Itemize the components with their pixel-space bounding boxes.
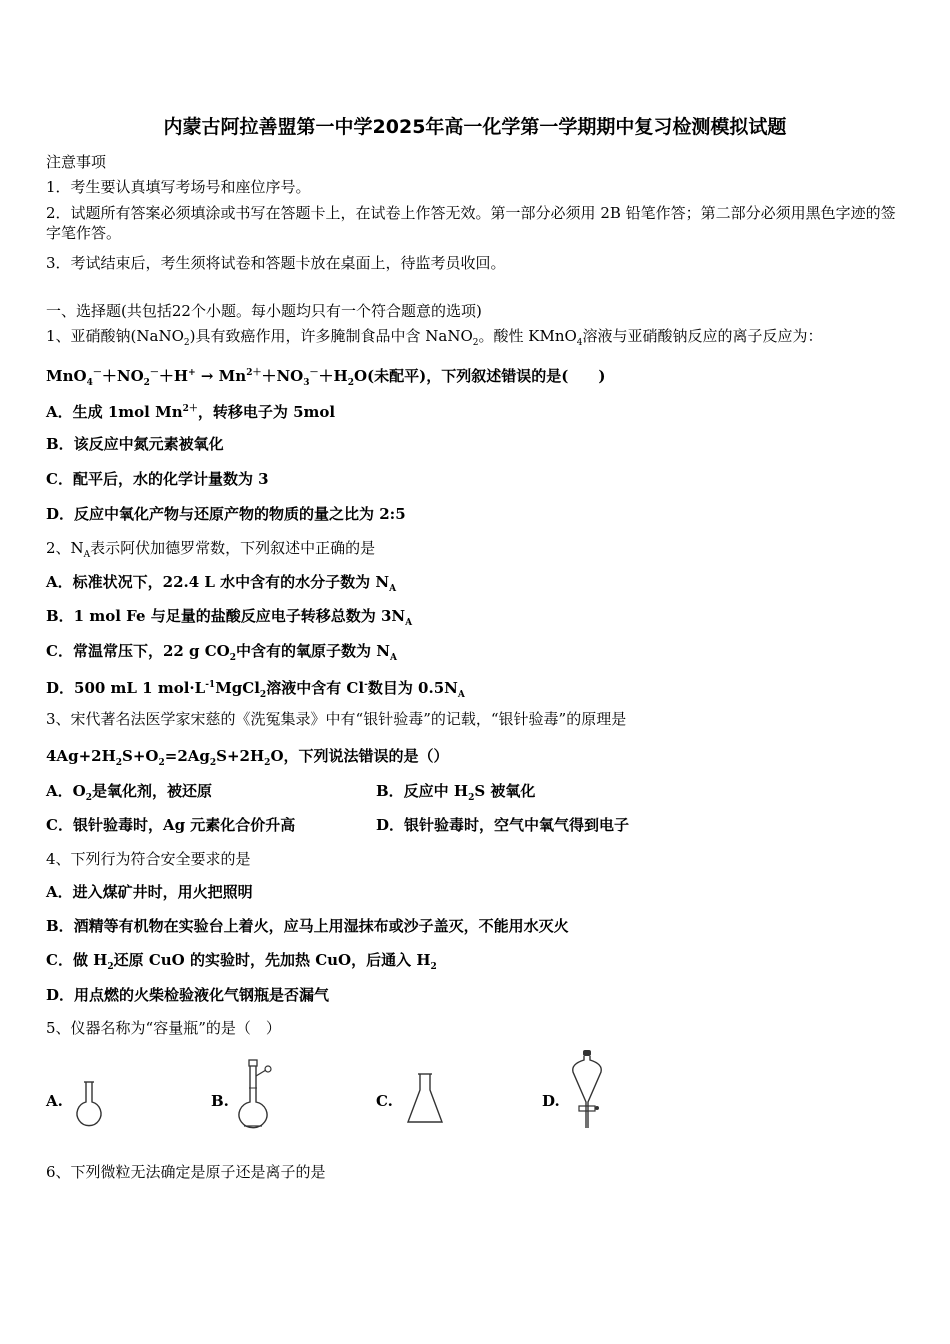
question-5-option-d-label: D. xyxy=(542,1092,560,1110)
question-5-option-c-label: C. xyxy=(376,1092,393,1110)
round-bottom-flask-image xyxy=(72,1080,106,1130)
notice-item: 2．试题所有答案必须填涂或书写在答题卡上，在试卷上作答无效。第一部分必须用 2B 铅笔作答；第二部分必须用黑色字迹的签字笔作答。 xyxy=(46,204,896,242)
question-4-option-c: C．做 $H_2$还原 CuO 的实验时，先加热 CuO，后通入 $H_2$ xyxy=(46,951,437,972)
question-3-option-a: A．$O_2$是氧化剂，被还原 xyxy=(46,782,212,803)
question-2-option-a: A．标准状况下，22.4 L 水中含有的水分子数为 $N_A$ xyxy=(46,573,397,594)
notice-item: 1．考生要认真填写考场号和座位序号。 xyxy=(46,178,311,196)
question-2-option-d: D．500 mL 1 $mol\cdot L^{-1}MgCl_2$溶液中含有 Cl-数目为 $0.5N_A$ xyxy=(46,679,465,700)
question-1-equation: $MnO_4^-+NO_2^-+H^+ \to Mn^{2+}+NO_3^-+H_2O$(未配平)，下列叙述错误的是( ) xyxy=(46,367,606,388)
question-3-option-c: C．银针验毒时，Ag 元素化合价升高 xyxy=(46,816,296,834)
question-1-option-c: C．配平后，水的化学计量数为 3 xyxy=(46,470,269,488)
question-5-option-a-label: A. xyxy=(46,1092,63,1110)
question-4-option-b: B．酒精等有机物在实验台上着火，应马上用湿抹布或沙子盖灭，不能用水灭火 xyxy=(46,917,569,935)
question-2-option-c: C．常温常压下，22 g $CO_2$中含有的氧原子数为 $N_A$ xyxy=(46,642,397,663)
page-title: 内蒙古阿拉善盟第一中学2025年高一化学第一学期期中复习检测模拟试题 xyxy=(163,116,787,138)
question-3-option-d: D．银针验毒时，空气中氧气得到电子 xyxy=(376,816,630,834)
notice-heading: 注意事项 xyxy=(46,153,107,171)
section-heading: 一、选择题(共包括22个小题。每小题均只有一个符合题意的选项) xyxy=(46,302,482,320)
question-2-option-b: B．1 mol Fe 与足量的盐酸反应电子转移总数为 $3N_A$ xyxy=(46,607,413,628)
volumetric-flask-image xyxy=(236,1058,276,1130)
separatory-funnel-image xyxy=(567,1048,607,1130)
conical-flask-image xyxy=(405,1072,445,1126)
question-3-option-b: B．反应中 $H_2S$ 被氧化 xyxy=(376,782,536,803)
question-5-stem: 5、仪器名称为“容量瓶”的是（ ） xyxy=(46,1019,281,1037)
question-3-equation: $4Ag+2H_2S+O_2=2Ag_2S+2H_2O$，下列说法错误的是（） xyxy=(46,747,449,768)
question-5-option-b-label: B. xyxy=(211,1092,229,1110)
question-4-option-a: A．进入煤矿井时，用火把照明 xyxy=(46,883,253,901)
question-1-option-b: B．该反应中氮元素被氧化 xyxy=(46,435,224,453)
question-6-stem: 6、下列微粒无法确定是原子还是离子的是 xyxy=(46,1163,326,1181)
question-1-option-d: D．反应中氧化产物与还原产物的物质的量之比为 2:5 xyxy=(46,505,406,523)
notice-item: 3．考试结束后，考生须将试卷和答题卡放在桌面上，待监考员收回。 xyxy=(46,254,506,272)
question-1-stem: 1、亚硝酸钠(NaNO$_2$)具有致癌作用，许多腌制食品中含 NaNO$_2$。酸性 KMnO$_4$溶液与亚硝酸钠反应的离子反应为： xyxy=(46,327,823,348)
question-1-option-a: A．生成 1mol $Mn^{2+}$，转移电子为 5mol xyxy=(46,403,336,421)
question-4-option-d: D．用点燃的火柴检验液化气钢瓶是否漏气 xyxy=(46,986,330,1004)
question-2-stem: 2、$N_A$表示阿伏加德罗常数，下列叙述中正确的是 xyxy=(46,539,376,560)
question-3-stem: 3、宋代著名法医学家宋慈的《洗冤集录》中有“银针验毒”的记载，“银针验毒”的原理是 xyxy=(46,710,627,728)
question-4-stem: 4、下列行为符合安全要求的是 xyxy=(46,850,251,868)
